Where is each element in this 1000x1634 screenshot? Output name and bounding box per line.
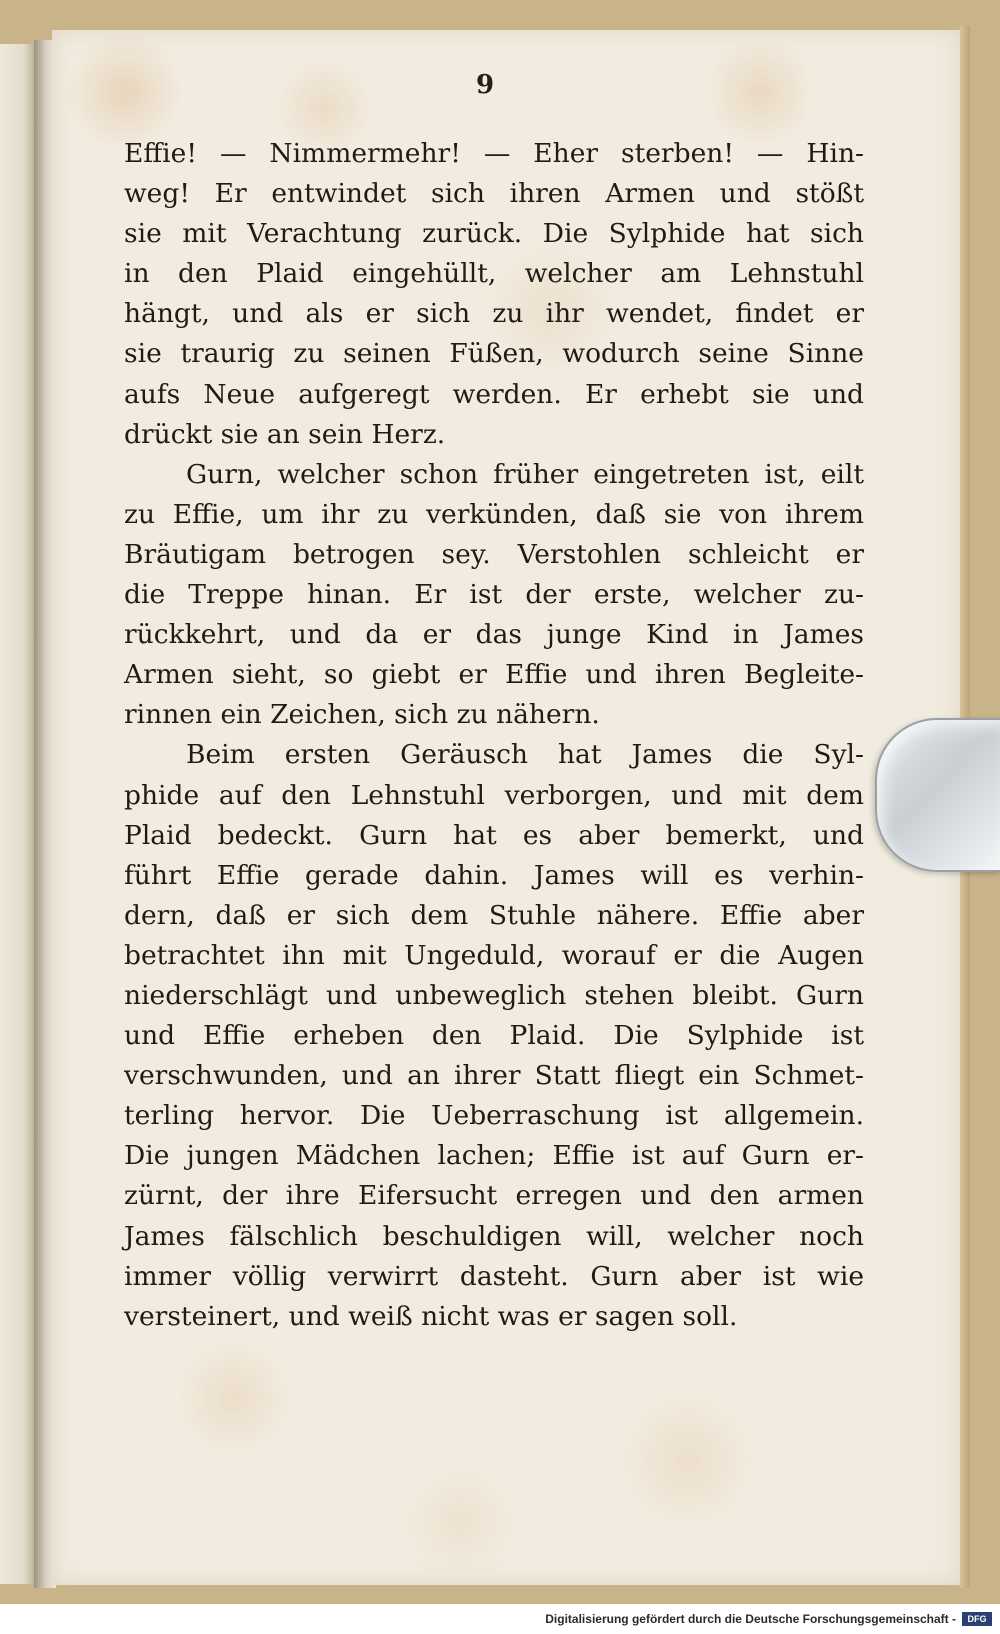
text-line: rückkehrt, und da er das junge Kind in James <box>124 619 864 651</box>
text-line: Effie! — Nimmermehr! — Eher sterben! — Hin- <box>124 138 864 169</box>
text-line: hängt, und als er sich zu ihr wendet, findet er <box>124 298 864 330</box>
text-line: Bräutigam betrogen sey. Verstohlen schleicht er <box>124 538 864 570</box>
text-line: aufs Neue aufgeregt werden. Er erhebt sie und <box>124 378 864 410</box>
footer-bar <box>0 1604 1000 1634</box>
text-line: betrachtet ihn mit Ungeduld, worauf er die Augen <box>124 939 864 971</box>
text-line: zu Effie, um ihr zu verkünden, daß sie von ihrem <box>124 498 864 530</box>
text-line: Beim ersten Geräusch hat James die Syl- <box>186 739 864 771</box>
text-line: führt Effie gerade dahin. James will es verhin- <box>124 859 864 891</box>
text-line: phide auf den Lehnstuhl verborgen, und mit dem <box>124 779 864 811</box>
text-line: und Effie erheben den Plaid. Die Sylphide ist <box>124 1020 864 1052</box>
page-text-block <box>124 134 864 1337</box>
page-holder-clip <box>875 718 1000 872</box>
funding-credit: Digitalisierung gefördert durch die Deutsche Forschungsgemeinschaft - <box>545 1612 956 1626</box>
previous-page-edge <box>0 44 37 1584</box>
text-line: die Treppe hinan. Er ist der erste, welcher zu- <box>124 579 864 611</box>
text-line: sie mit Verachtung zurück. Die Sylphide hat sich <box>124 218 864 250</box>
text-line: Die jungen Mädchen lachen; Effie ist auf Gurn er- <box>124 1140 864 1172</box>
text-line: versteinert, und weiß nicht was er sagen soll. <box>124 1300 738 1332</box>
text-line: drückt sie an sein Herz. <box>124 418 446 450</box>
text-line: rinnen ein Zeichen, sich zu nähern. <box>124 699 600 731</box>
text-line: in den Plaid eingehüllt, welcher am Lehnstuhl <box>124 258 864 290</box>
text-line: immer völlig verwirrt dasteht. Gurn aber ist wie <box>124 1260 864 1292</box>
text-line: verschwunden, und an ihrer Statt fliegt ein Schmet- <box>124 1060 864 1092</box>
text-line: dern, daß er sich dem Stuhle nähere. Effie aber <box>124 899 864 931</box>
text-line: zürnt, der ihre Eifersucht erregen und den armen <box>124 1180 864 1212</box>
text-line: Plaid bedeckt. Gurn hat es aber bemerkt, und <box>124 819 864 851</box>
text-line: sie traurig zu seinen Füßen, wodurch seine Sinne <box>124 338 864 370</box>
text-line: James fälschlich beschuldigen will, welcher noch <box>124 1220 864 1252</box>
text-line: Gurn, welcher schon früher eingetreten ist, eilt <box>186 458 864 490</box>
text-line: terling hervor. Die Ueberraschung ist allgemein. <box>124 1100 864 1132</box>
text-line: niederschlägt und unbeweglich stehen bleibt. Gurn <box>124 979 864 1011</box>
dfg-logo: DFG <box>962 1612 992 1626</box>
text-line: weg! Er entwindet sich ihren Armen und stößt <box>124 178 864 210</box>
text-line: Armen sieht, so giebt er Effie und ihren Begleite- <box>124 659 864 691</box>
page-number: 9 <box>475 70 495 100</box>
